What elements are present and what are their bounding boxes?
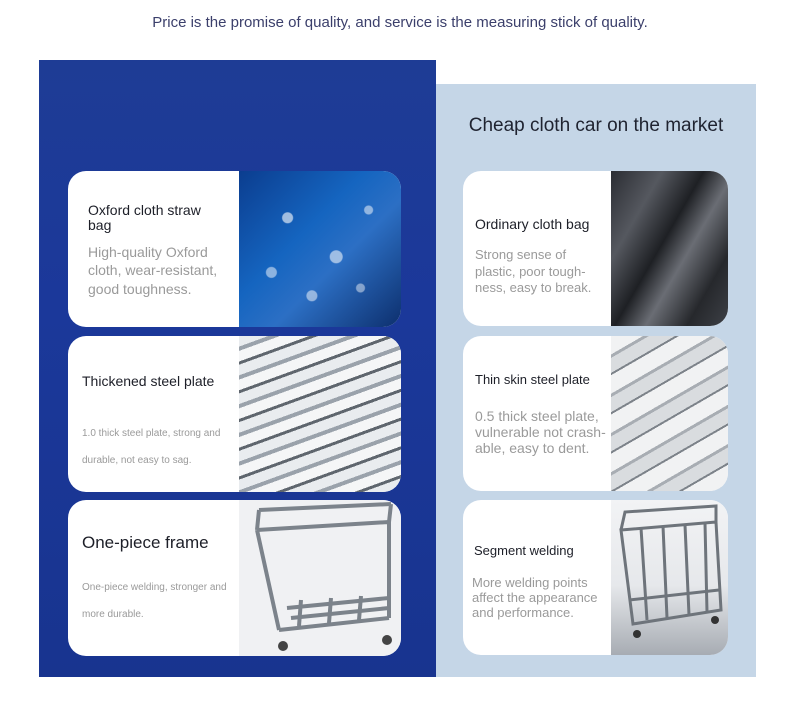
card-title: Segment welding [474, 543, 574, 558]
card-description: 1.0 thick steel plate, strong and durable, not easy to sag. [82, 428, 221, 466]
card-description: 0.5 thick steel plate, vulnerable not crash-able, easy to dent. [475, 408, 606, 457]
feature-card-oxford-bag [68, 171, 401, 327]
welded-cart-icon [611, 500, 728, 655]
card-title: Thin skin steel plate [475, 372, 590, 387]
card-title: Ordinary cloth bag [475, 216, 590, 232]
compare-card-segment-welding [463, 500, 728, 655]
card-description: Strong sense of plastic, poor tough-ness, easy to break. [475, 247, 592, 296]
tagline: Price is the promise of quality, and service is the measuring stick of quality. [152, 14, 648, 31]
card-description: One-piece welding, stronger and more durable. [82, 582, 227, 620]
cart-frame-image [239, 500, 401, 656]
market-panel-title: Cheap cloth car on the market [468, 115, 724, 136]
card-description: More welding points affect the appearance and performance. [472, 575, 598, 620]
compare-card-thin-steel [463, 336, 728, 491]
card-description: High-quality Oxford cloth, wear-resistant, good toughness. [88, 244, 218, 297]
thin-steel-image [611, 336, 728, 491]
cart-frame-icon [239, 500, 401, 656]
feature-card-steel-plate [68, 336, 401, 492]
steel-plates-image [239, 336, 401, 492]
card-title: Thickened steel plate [82, 373, 215, 389]
card-title: Oxford cloth straw bag [88, 202, 201, 234]
card-title: One-piece frame [82, 533, 209, 552]
nylon-fabric-image [611, 171, 728, 326]
feature-card-one-piece-frame [68, 500, 401, 656]
compare-card-ordinary-bag [463, 171, 728, 326]
welded-cart-image [611, 500, 728, 655]
oxford-fabric-image [239, 171, 401, 327]
